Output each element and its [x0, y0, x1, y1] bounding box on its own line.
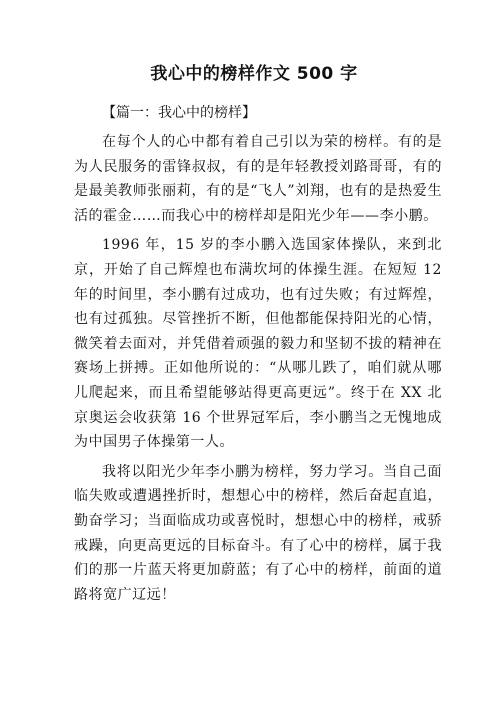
document-title: 我心中的榜样作文 500 字: [150, 64, 358, 84]
paragraph-career: 1996 年，15 岁的李小鹏入选国家体操队，来到北京，开始了自己辉煌也布满坎坷的体操生涯。在短短 12 年的时间里，李小鹏有过成功，也有过失败；有过辉煌，也有过孤独。尽管挫折不断，但他都能保持阳光的心情，微笑着去面对，并凭借着顽强的毅力和坚韧不拔的精神在赛场上拼搏。正如他所说的：“从哪儿跌了，咱们就从哪儿爬起来，而且希望能够站得更高更远”。终于在 XX 北京奥运会收获第 16 个世界冠军后，李小鹏当之无愧地成为中国男子体操第一人。: [74, 237, 442, 451]
paragraph-conclusion: 我将以阳光少年李小鹏为榜样，努力学习。当自己面临失败或遭遇挫折时，想想心中的榜样，然后奋起直追，勤奋学习；当面临成功或喜悦时，想想心中的榜样，戒骄戒躁，向更高更远的目标奋斗。有了心中的榜样，属于我们的那一片蓝天将更加蔚蓝；有了心中的榜样，前面的道路将宽广辽远！: [74, 463, 442, 603]
section-heading: 【篇一：我心中的榜样】: [102, 105, 256, 121]
paragraph-intro: 在每个人的心中都有着自己引以为荣的榜样。有的是为人民服务的雷锋叔叔，有的是年轻教授刘路哥哥，有的是最美教师张丽莉，有的是“飞人”刘翔，也有的是热爱生活的霍金……而我心中的榜样却是阳光少年——李小鹏。: [74, 134, 442, 224]
